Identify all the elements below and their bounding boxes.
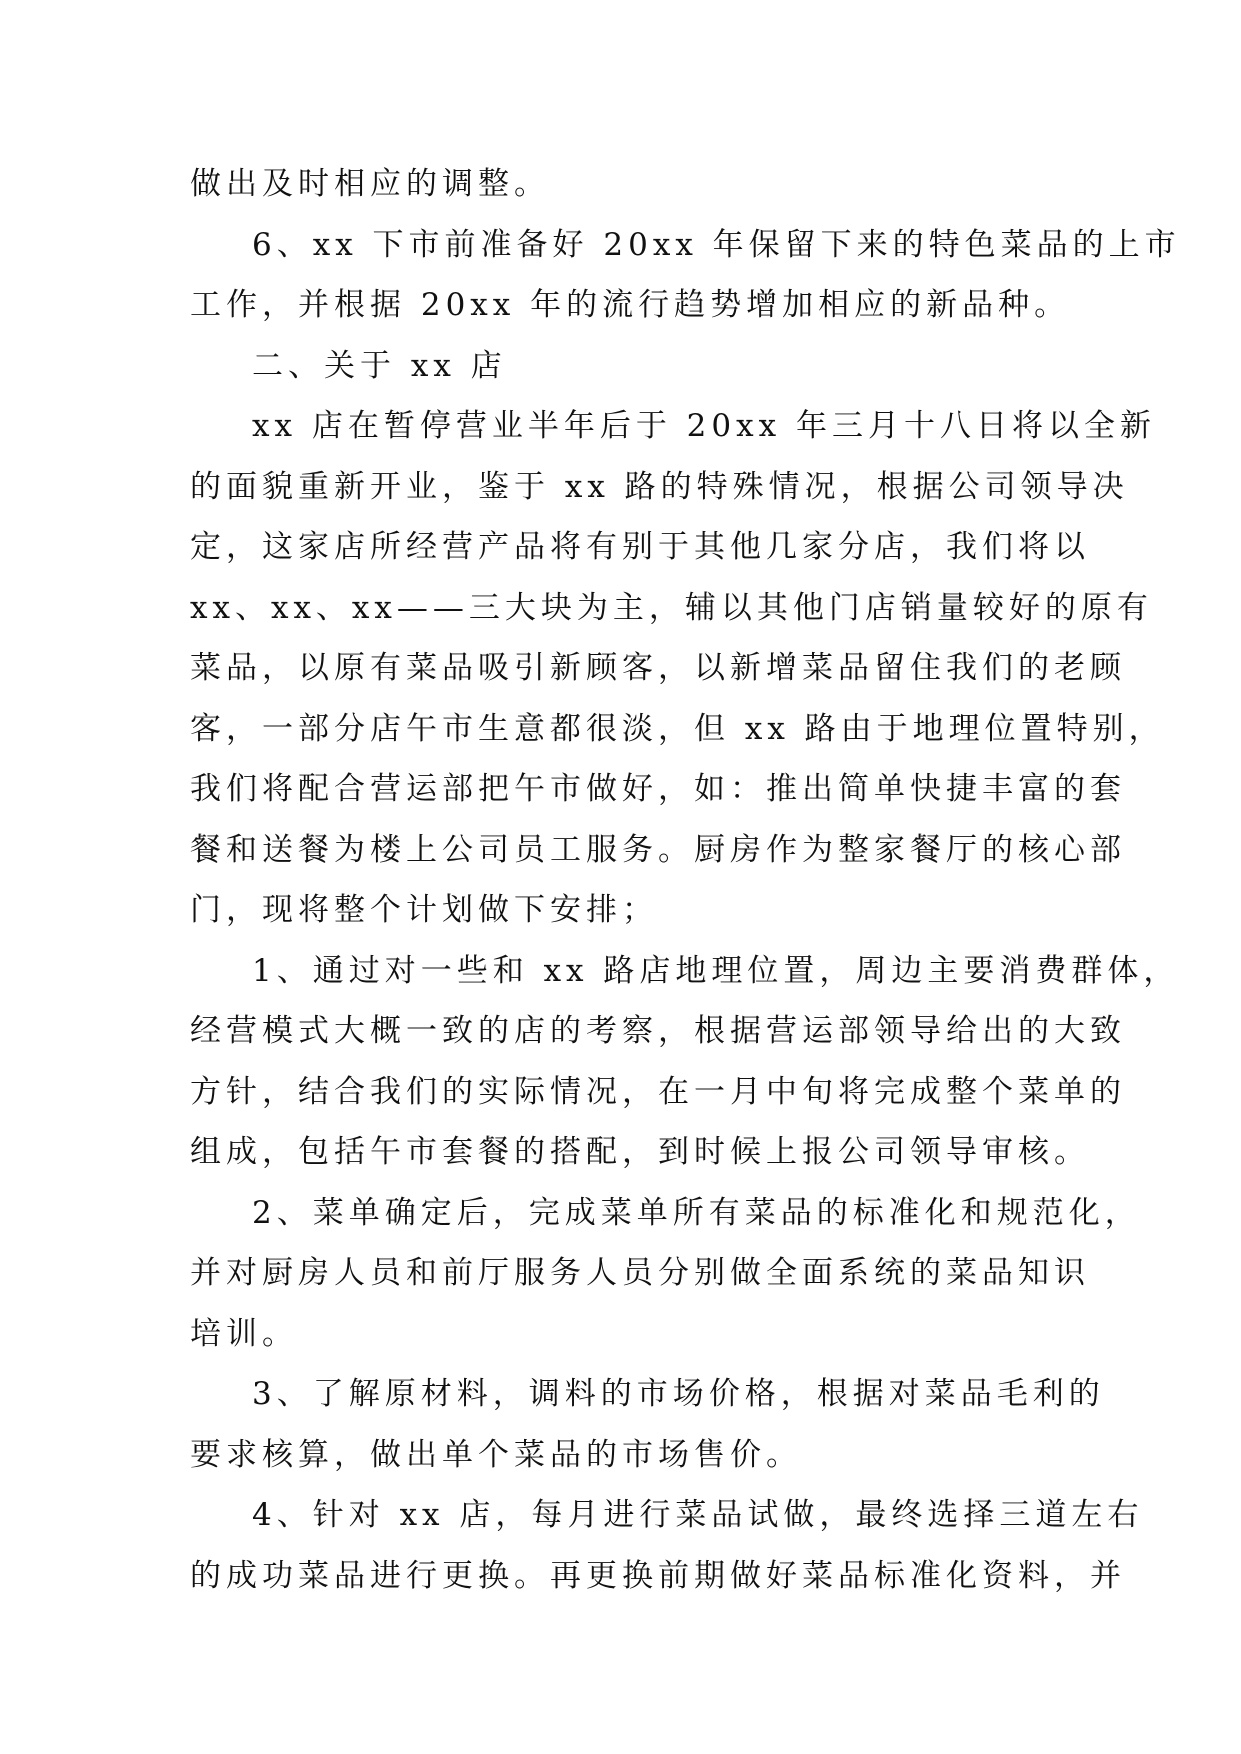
text-line: 方针，结合我们的实际情况，在一月中旬将完成整个菜单的	[190, 1073, 1126, 1110]
text-line: 1、通过对一些和 xx 路店地理位置，周边主要消费群体，	[252, 952, 1180, 989]
text-line: 并对厨房人员和前厅服务人员分别做全面系统的菜品知识	[190, 1255, 1090, 1291]
text-line: 要求核算，做出单个菜品的市场售价。	[190, 1436, 802, 1473]
text-line: 的成功菜品进行更换。再更换前期做好菜品标准化资料，并	[190, 1557, 1126, 1594]
text-line: 培训。	[190, 1315, 298, 1352]
text-line: 客，一部分店午市生意都很淡，但 xx 路由于地理位置特别，	[190, 710, 1165, 747]
text-line: 6、xx 下市前准备好 20xx 年保留下来的特色菜品的上市	[252, 226, 1181, 263]
text-line: 组成，包括午市套餐的搭配，到时候上报公司领导审核。	[190, 1134, 1090, 1170]
text-line: xx、xx、xx——三大块为主，辅以其他门店销量较好的原有	[190, 589, 1153, 626]
text-line: 我们将配合营运部把午市做好，如：推出简单快捷丰富的套	[190, 771, 1126, 807]
text-line: 门，现将整个计划做下安排；	[190, 892, 658, 928]
text-line: 菜品，以原有菜品吸引新顾客，以新增菜品留住我们的老顾	[190, 650, 1126, 686]
text-line: 经营模式大概一致的店的考察，根据营运部领导给出的大致	[190, 1013, 1126, 1049]
text-line: 3、了解原材料，调料的市场价格，根据对菜品毛利的	[252, 1376, 1105, 1412]
text-line: 做出及时相应的调整。	[190, 166, 550, 202]
text-line: 工作，并根据 20xx 年的流行趋势增加相应的新品种。	[190, 287, 1071, 323]
text-line: 定，这家店所经营产品将有别于其他几家分店，我们将以	[190, 529, 1090, 565]
text-line: 4、针对 xx 店，每月进行菜品试做，最终选择三道左右	[252, 1497, 1144, 1533]
section-heading: 二、关于 xx 店	[252, 347, 507, 384]
text-line: xx 店在暂停营业半年后于 20xx 年三月十八日将以全新	[252, 408, 1156, 444]
document-body	[190, 154, 1181, 1606]
text-line: 2、菜单确定后，完成菜单所有菜品的标准化和规范化，	[252, 1194, 1141, 1231]
text-line: 的面貌重新开业，鉴于 xx 路的特殊情况，根据公司领导决	[190, 468, 1129, 505]
text-line: 餐和送餐为楼上公司员工服务。厨房作为整家餐厅的核心部	[190, 831, 1126, 868]
